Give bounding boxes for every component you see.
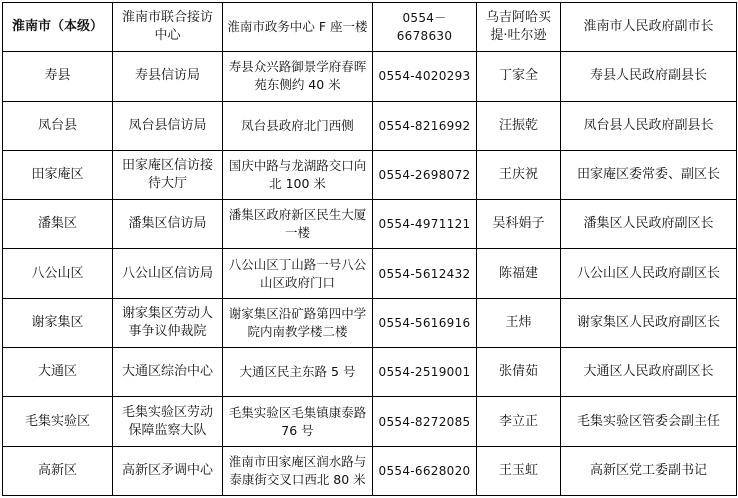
name-cell: 王庆祝 (477, 150, 561, 199)
phone-cell: 0554-5616916 (373, 298, 477, 347)
title-cell: 八公山区人民政府副区长 (561, 249, 737, 298)
office-cell: 高新区矛调中心 (113, 446, 223, 495)
region-cell: 潘集区 (3, 200, 113, 249)
table-row (3, 249, 737, 298)
title-cell: 谢家集区人民政府副区长 (561, 298, 737, 347)
office-cell: 八公山区信访局 (113, 249, 223, 298)
phone-cell: 0554-2698072 (373, 150, 477, 199)
table-row (3, 298, 737, 347)
address-cell: 国庆中路与龙湖路交口向北 100 米 (223, 150, 373, 199)
phone-cell: 0554-6628020 (373, 446, 477, 495)
region-cell: 大通区 (3, 348, 113, 397)
title-cell: 凤台县人民政府副县长 (561, 101, 737, 150)
name-cell: 王炜 (477, 298, 561, 347)
office-cell: 谢家集区劳动人事争议仲裁院 (113, 298, 223, 347)
name-cell: 王玉虹 (477, 446, 561, 495)
address-cell: 谢家集区沿矿路第四中学院内南教学楼二楼 (223, 298, 373, 347)
phone-cell: 0554-8216992 (373, 101, 477, 150)
table-row (3, 200, 737, 249)
phone-cell: 0554-5612432 (373, 249, 477, 298)
phone-cell: 0554-4971121 (373, 200, 477, 249)
table-row (3, 3, 737, 52)
phone-cell: 0554-4020293 (373, 52, 477, 101)
table-row (3, 52, 737, 101)
name-cell: 乌吉阿哈买提·吐尔逊 (477, 3, 561, 52)
address-cell: 寿县众兴路御景学府春晖苑东侧约 40 米 (223, 52, 373, 101)
name-cell: 吴科娟子 (477, 200, 561, 249)
office-cell: 寿县信访局 (113, 52, 223, 101)
office-cell: 潘集区信访局 (113, 200, 223, 249)
region-cell: 八公山区 (3, 249, 113, 298)
office-cell: 毛集实验区劳动保障监察大队 (113, 397, 223, 446)
name-cell: 汪振乾 (477, 101, 561, 150)
table-row (3, 446, 737, 495)
name-cell: 李立正 (477, 397, 561, 446)
address-cell: 凤台县政府北门西侧 (223, 101, 373, 150)
region-cell: 淮南市（本级） (3, 3, 113, 52)
title-cell: 田家庵区委常委、副区长 (561, 150, 737, 199)
table-row (3, 150, 737, 199)
office-cell: 大通区综治中心 (113, 348, 223, 397)
phone-cell: 0554-2519001 (373, 348, 477, 397)
title-cell: 毛集实验区管委会副主任 (561, 397, 737, 446)
table-row (3, 348, 737, 397)
phone-cell: 0554-8272085 (373, 397, 477, 446)
address-cell: 潘集区政府新区民生大厦一楼 (223, 200, 373, 249)
address-cell: 淮南市田家庵区润水路与泰康街交叉口西北 80 米 (223, 446, 373, 495)
table-row (3, 397, 737, 446)
name-cell: 陈福建 (477, 249, 561, 298)
office-cell: 淮南市联合接访中心 (113, 3, 223, 52)
title-cell: 大通区人民政府副区长 (561, 348, 737, 397)
title-cell: 寿县人民政府副县长 (561, 52, 737, 101)
address-cell: 毛集实验区毛集镇康泰路 76 号 (223, 397, 373, 446)
name-cell: 丁家全 (477, 52, 561, 101)
address-cell: 八公山区丁山路一号八公山区政府门口 (223, 249, 373, 298)
address-cell: 大通区民主东路 5 号 (223, 348, 373, 397)
address-cell: 淮南市政务中心 F 座一楼 (223, 3, 373, 52)
region-cell: 寿县 (3, 52, 113, 101)
region-cell: 田家庵区 (3, 150, 113, 199)
phone-cell: 0554－6678630 (373, 3, 477, 52)
region-cell: 谢家集区 (3, 298, 113, 347)
office-cell: 凤台县信访局 (113, 101, 223, 150)
region-cell: 高新区 (3, 446, 113, 495)
title-cell: 潘集区人民政府副区长 (561, 200, 737, 249)
contact-table (2, 2, 737, 496)
office-cell: 田家庵区信访接待大厅 (113, 150, 223, 199)
title-cell: 高新区党工委副书记 (561, 446, 737, 495)
name-cell: 张倩茹 (477, 348, 561, 397)
title-cell: 淮南市人民政府副市长 (561, 3, 737, 52)
region-cell: 凤台县 (3, 101, 113, 150)
region-cell: 毛集实验区 (3, 397, 113, 446)
table-row (3, 101, 737, 150)
